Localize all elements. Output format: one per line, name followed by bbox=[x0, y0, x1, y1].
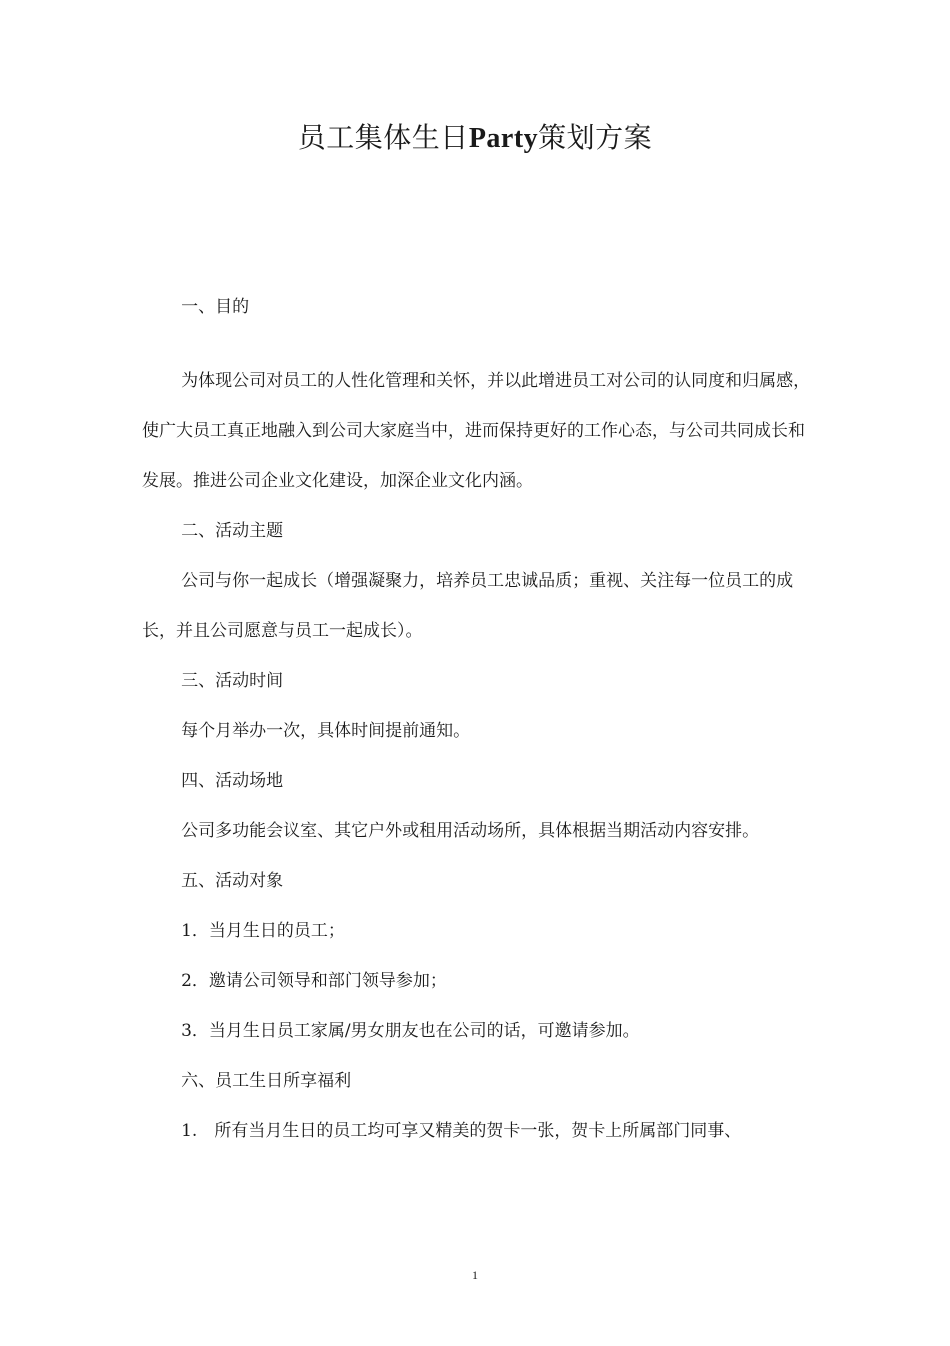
section-heading-purpose: 一、目的 bbox=[181, 297, 250, 317]
paragraph-venue: 公司多功能会议室、其它户外或租用活动场所，具体根据当期活动内容安排。 bbox=[181, 821, 760, 841]
title-prefix: 员工集体生日 bbox=[297, 121, 469, 154]
list-item: 1. 所有当月生日的员工均可享又精美的贺卡一张，贺卡上所属部门同事、 bbox=[181, 1121, 742, 1141]
paragraph-time: 每个月举办一次，具体时间提前通知。 bbox=[181, 721, 471, 741]
list-item: 1．当月生日的员工； bbox=[181, 921, 345, 941]
list-item: 3．当月生日员工家属/男女朋友也在公司的话，可邀请参加。 bbox=[181, 1021, 640, 1041]
paragraph-theme: 公司与你一起成长（增强凝聚力，培养员工忠诚品质；重视、关注每一位员工的成长，并且公司愿意与员工一起成长）。 bbox=[142, 571, 794, 641]
section-heading-audience: 五、活动对象 bbox=[181, 871, 284, 891]
section-heading-time: 三、活动时间 bbox=[181, 671, 284, 691]
list-item: 2．邀请公司领导和部门领导参加； bbox=[181, 971, 447, 991]
document-title bbox=[0, 118, 950, 159]
section-heading-theme: 二、活动主题 bbox=[181, 521, 284, 541]
section-heading-benefits: 六、员工生日所享福利 bbox=[181, 1071, 352, 1091]
page-number: 1 bbox=[472, 1268, 478, 1282]
document-body bbox=[142, 282, 812, 1156]
paragraph-purpose: 为体现公司对员工的人性化管理和关怀，并以此增进员工对公司的认同度和归属感，使广大员工真正地融入到公司大家庭当中，进而保持更好的工作心态，与公司共同成长和发展。推进公司企业文化建设，加深企业文化内涵。 bbox=[142, 371, 811, 491]
section-heading-venue: 四、活动场地 bbox=[181, 771, 284, 791]
title-suffix: 策划方案 bbox=[538, 121, 653, 154]
title-latin: Party bbox=[468, 123, 539, 154]
